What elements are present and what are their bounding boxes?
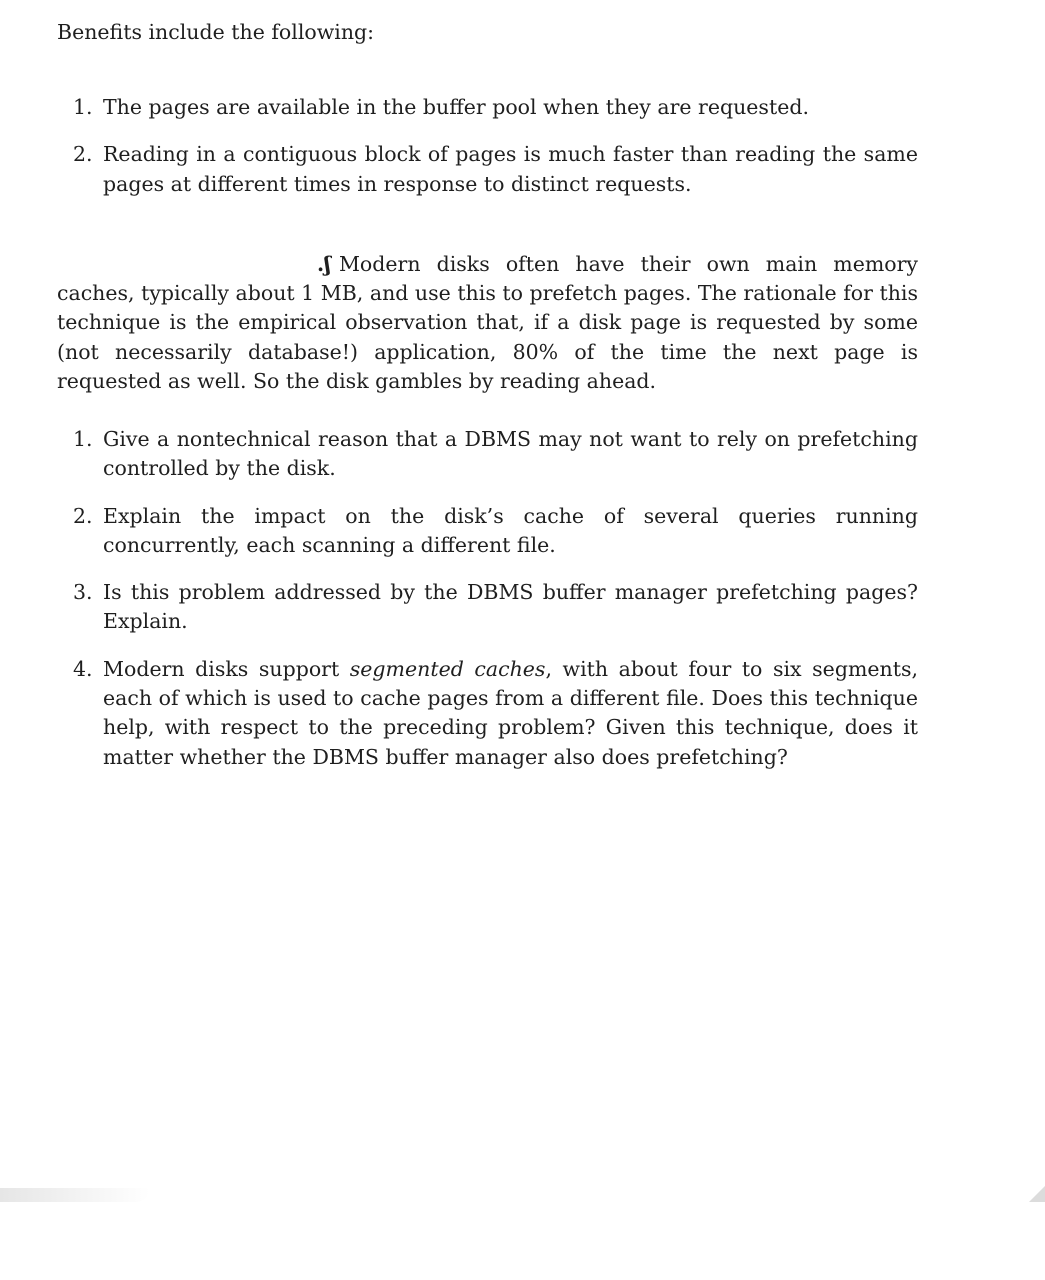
benefit-item-1: [73, 93, 918, 122]
benefit-number: 1.: [73, 95, 93, 119]
question-emphasis: segmented caches: [349, 656, 546, 681]
benefit-text: Reading in a contiguous block of pages is much faster than reading the same pages at different times in response to distinct requests.: [103, 142, 918, 196]
exercise-marker: .ʃ: [317, 252, 331, 276]
question-item-2: [73, 502, 918, 561]
question-item-3: [73, 578, 918, 637]
question-number: 1.: [73, 427, 93, 451]
exercise-text: Modern disks often have their own main memory caches, typically about 1 MB, and use this to prefetch pages. The rationale for this technique is the empirical observation that, if a disk page is requested by some (not necessarily database!) application, 80% of the time the next page is requested as well. So the disk gambles by reading ahead.: [57, 252, 918, 393]
exercise-paragraph: [57, 250, 918, 396]
question-text: Explain the impact on the disk’s cache of several queries running concurrently, each scanning a different file.: [103, 503, 918, 557]
question-item-4: [73, 655, 918, 772]
question-list: [73, 425, 918, 790]
question-number: 2.: [73, 503, 93, 528]
benefits-intro: Benefits include the following:: [57, 20, 375, 44]
benefit-item-2: [73, 140, 918, 199]
question-number: 3.: [73, 580, 93, 605]
question-text: Is this problem addressed by the DBMS buffer manager prefetching pages? Explain.: [103, 580, 918, 634]
question-item-1: [73, 425, 918, 484]
page-edge-shadow-right: [1029, 1186, 1045, 1202]
benefits-list: [73, 93, 918, 217]
page-edge-shadow-left: [0, 1188, 150, 1202]
question-text-pre: Modern disks support: [103, 656, 350, 681]
benefit-text: The pages are available in the buffer pool when they are requested.: [103, 95, 809, 119]
benefit-number: 2.: [73, 142, 93, 167]
question-number: 4.: [73, 656, 93, 681]
question-text: Give a nontechnical reason that a DBMS may not want to rely on prefetching controlled by the disk.: [103, 427, 918, 481]
question-text-post: , with about four to six segments, each of which is used to cache pages from a different file. Does this technique help, with respect to the preceding problem? Given this technique, does it matter whether the DBMS buffer manager also does prefetching?: [103, 656, 918, 769]
question-text: [103, 657, 918, 769]
